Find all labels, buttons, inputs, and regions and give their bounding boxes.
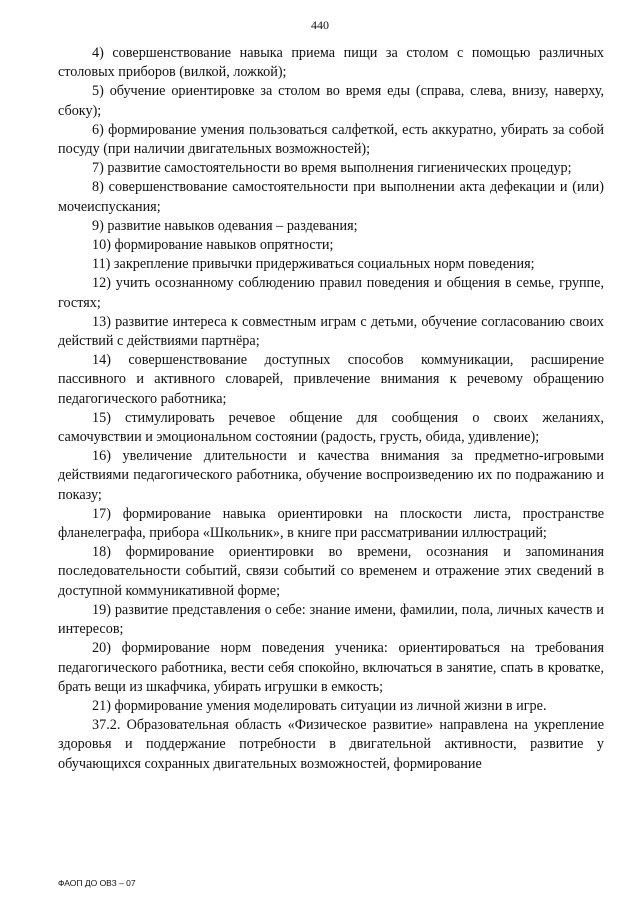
document-body xyxy=(58,44,604,774)
paragraph: 20) формирование норм поведения ученика: ориентироваться на требования педагогического работника, вести себя спокойно, включаться в занятие, спать в кроватке, брать вещи из шкафчика, убирать игрушки в емкость; xyxy=(58,640,604,695)
paragraph: 7) развитие самостоятельности во время выполнения гигиенических процедур; xyxy=(92,160,572,177)
paragraph: 16) увеличение длительности и качества внимания за предметно-игровыми действиями педагогического работника, обучение воспроизведению их по подражанию и показу; xyxy=(58,448,604,503)
paragraph: 9) развитие навыков одевания – раздевания; xyxy=(92,217,358,234)
page-number: 440 xyxy=(311,18,329,32)
paragraph: 8) совершенствование самостоятельности при выполнении акта дефекации и (или) мочеиспускания; xyxy=(58,179,604,215)
paragraph: 14) совершенствование доступных способов коммуникации, расширение пассивного и активного словарей, привлечение внимания к речевому обращению педагогического работника; xyxy=(58,352,604,407)
paragraph: 4) совершенствование навыка приема пищи за столом с помощью различных столовых приборов (вилкой, ложкой); xyxy=(58,45,604,81)
paragraph: 13) развитие интереса к совместным играм с детьми, обучение согласованию своих действий с действиями партнёра; xyxy=(58,313,604,350)
paragraph: 17) формирование навыка ориентировки на плоскости листа, пространстве фланелеграфа, прибора «Школьник», в книге при рассматривании иллюстраций; xyxy=(58,505,604,542)
paragraph: 37.2. Образовательная область «Физическое развитие» направлена на укрепление здоровья и поддержание потребности в двигательной активности, развитие у обучающихся сохранных двигательных возможностей, формирование xyxy=(58,717,604,772)
paragraph: 18) формирование ориентировки во времени, осознания и запоминания последовательности событий, связи событий со временем и отражение этих сведений в доступной коммуникативной форме; xyxy=(58,544,604,599)
paragraph: 5) обучение ориентировке за столом во время еды (справа, слева, внизу, наверху, сбоку); xyxy=(58,83,604,119)
footer-document-code: ФАОП ДО ОВЗ – 07 xyxy=(58,878,136,888)
paragraph: 15) стимулировать речевое общение для сообщения о своих желаниях, самочувствии и эмоциональном состоянии (радость, грусть, обида, удивление); xyxy=(58,409,604,446)
paragraph: 6) формирование умения пользоваться салфеткой, есть аккуратно, убирать за собой посуду (при наличии двигательных возможностей); xyxy=(58,121,604,158)
paragraph: 11) закрепление привычки придерживаться социальных норм поведения; xyxy=(92,256,535,273)
paragraph: 21) формирование умения моделировать ситуации из личной жизни в игре. xyxy=(92,697,547,714)
paragraph: 12) учить осознанному соблюдению правил поведения и общения в семье, группе, гостях; xyxy=(58,275,604,311)
paragraph: 10) формирование навыков опрятности; xyxy=(92,237,334,254)
paragraph: 19) развитие представления о себе: знание имени, фамилии, пола, личных качеств и интересов; xyxy=(58,601,604,638)
